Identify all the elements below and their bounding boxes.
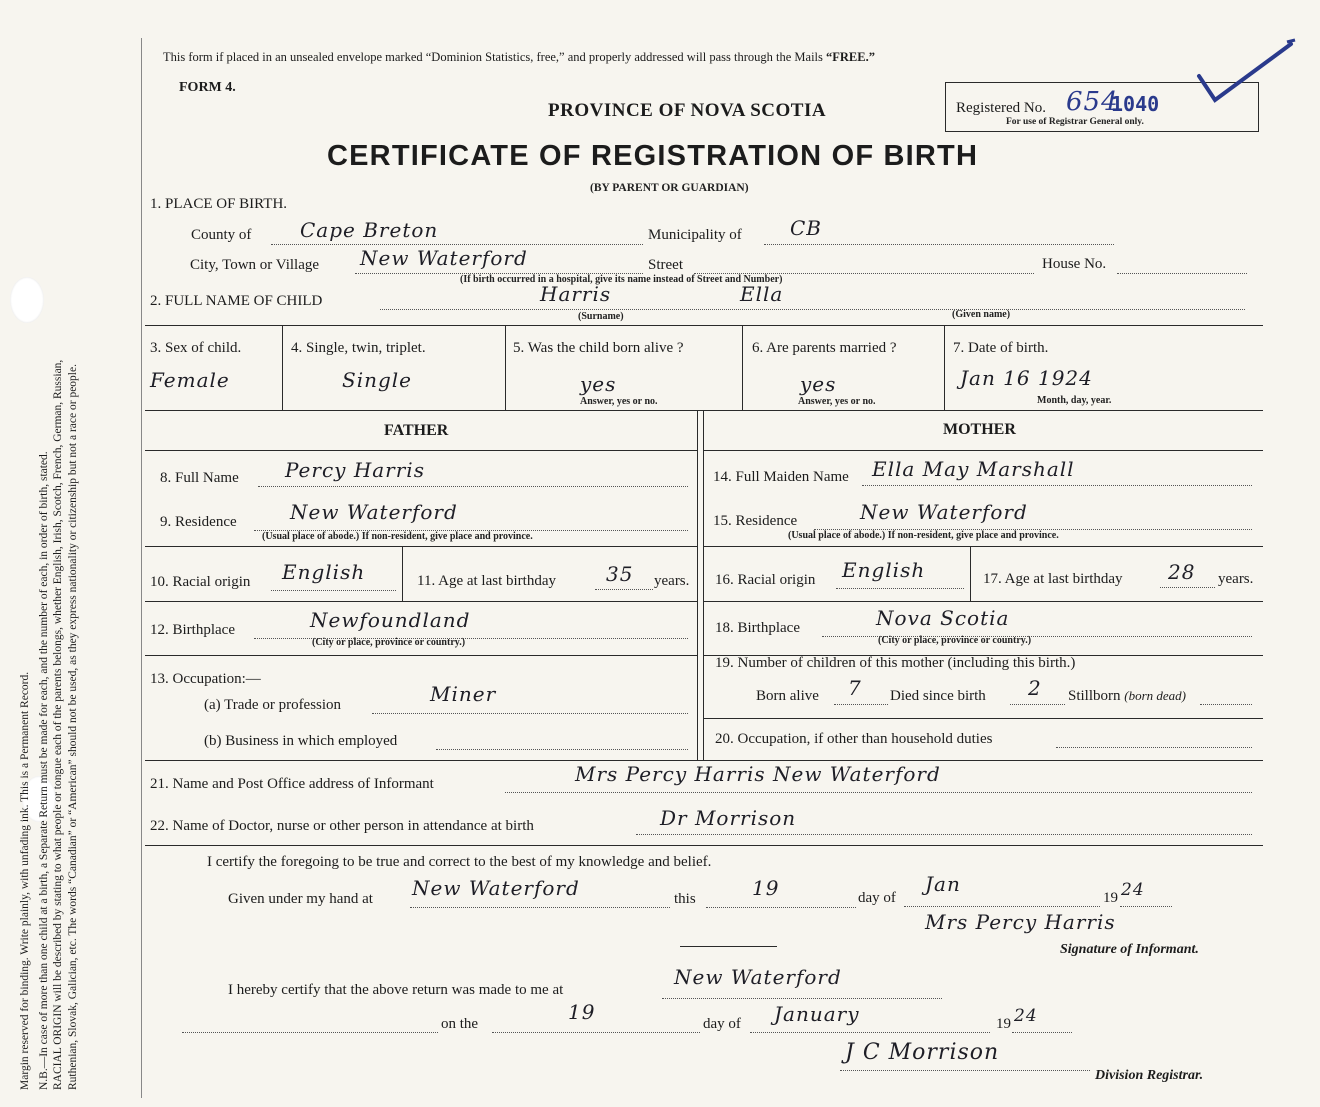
born-alive-count-line [834,704,888,705]
father-age-suffix: years. [654,573,690,589]
child-surname-value[interactable]: Harris [540,282,612,306]
year-line [1120,906,1172,907]
doctor-label: 22. Name of Doctor, nurse or other person in attendance at birth [150,818,534,834]
rule-father-1 [145,450,697,451]
mother-racial-origin-value[interactable]: English [842,558,926,582]
municipality-value[interactable]: CB [790,216,822,240]
house-number-label: House No. [1042,256,1107,272]
informant-value[interactable]: Mrs Percy Harris New Waterford [575,762,941,786]
father-age-label: 11. Age at last birthday [417,573,556,589]
rule-certification-separator [680,946,777,947]
born-alive-label: 5. Was the child born alive ? [513,340,684,356]
rule-informant-top [145,760,1263,761]
mother-residence-label: 15. Residence [713,513,798,529]
mail-notice-text: This form if placed in an unsealed envelope marked “Dominion Statistics, free,” and properly addressed will pass through the Mails [163,50,827,64]
doctor-line [636,834,1252,835]
child-name-label: 2. FULL NAME OF CHILD [150,293,323,309]
registrar-statement: I hereby certify that the above return was made to me at [228,982,564,998]
mother-birthplace-label: 18. Birthplace [715,620,800,636]
mother-residence-value[interactable]: New Waterford [860,500,1028,524]
rule-father-2 [145,546,697,547]
province-heading: PROVINCE OF NOVA SCOTIA [548,100,827,121]
informant-label: 21. Name and Post Office address of Informant [150,776,434,792]
margin-line-4: Ruthenian, Slovak, Galician, etc. The words “Canadian” or “American” should not be used, as they express nationality or citizenship but not a race or people. [66,364,79,1090]
registrar-day-line [492,1032,700,1033]
rule-mother-3 [703,601,1263,602]
this-label: this [674,891,696,907]
registered-number-label: Registered No. [956,100,1046,116]
page-title: CERTIFICATE OF REGISTRATION OF BIRTH [327,140,979,172]
divider-1 [282,325,283,410]
mother-age-line [1160,587,1215,588]
father-birthplace-caption: (City or place, province or country.) [312,637,466,648]
given-at-line [410,907,670,908]
divider-3 [742,325,743,410]
rule-certification-top [145,845,1263,846]
mother-heading: MOTHER [943,421,1016,438]
registrar-year-line [1012,1032,1072,1033]
mail-notice-free: “FREE.” [826,50,875,64]
city-value[interactable]: New Waterford [360,246,528,270]
child-name-line [380,309,1245,310]
margin-line-1: Margin reserved for binding. Write plainly, with unfading ink. This is a Permanent Record. [19,671,31,1090]
informant-signature-caption: Signature of Informant. [1060,942,1199,957]
sex-label: 3. Sex of child. [150,340,242,356]
mail-notice [163,50,875,65]
mother-age-suffix: years. [1218,571,1254,587]
mother-age-divider [970,546,971,601]
surname-caption: (Surname) [578,311,624,322]
stillborn-line [1200,704,1252,705]
registered-number-stamp: 1040 [1111,92,1160,116]
stillborn-label-text: Stillborn [1068,688,1121,704]
margin-line-3: RACIAL ORIGIN will be described by stating to what people or tongue each of the parents belongs, whether English, Irish, Scotch, French, German, Russian, [52,359,64,1090]
certification-year-value[interactable]: 24 [1121,880,1145,900]
given-name-caption: (Given name) [952,309,1011,320]
mother-birthplace-caption: (City or place, province or country.) [878,635,1032,646]
father-heading: FATHER [384,422,449,439]
registrar-place-value[interactable]: New Waterford [674,965,842,989]
registrar-month-value[interactable]: January [774,1002,860,1026]
died-count-line [1010,704,1065,705]
registrar-year-prefix: 19 [996,1016,1011,1032]
father-age-line [595,589,653,590]
children-count-label: 19. Number of children of this mother (including this birth.) [715,655,1076,671]
father-residence-value[interactable]: New Waterford [290,500,458,524]
municipality-label: Municipality of [648,227,742,243]
form-number: FORM 4. [179,80,236,95]
mother-occupation-line [1056,747,1252,748]
rule-mother-1 [703,450,1263,451]
divider-2 [505,325,506,410]
father-racial-origin-value[interactable]: English [282,560,366,584]
child-given-name-value[interactable]: Ella [740,282,784,306]
father-name-label: 8. Full Name [160,470,239,486]
date-of-birth-caption: Month, day, year. [1037,395,1112,406]
born-alive-caption: Answer, yes or no. [580,396,658,407]
given-at-value[interactable]: New Waterford [412,876,580,900]
rule-parents-divider-2 [703,410,704,760]
day-of-label: day of [858,890,896,906]
mother-name-value[interactable]: Ella May Marshall [872,457,1075,481]
mother-racial-origin-line [836,588,964,589]
mother-age-value[interactable]: 28 [1168,560,1196,584]
certification-year-prefix: 19 [1103,890,1118,906]
checkmark-icon [1195,38,1300,110]
given-at-label: Given under my hand at [228,891,373,907]
mother-occupation-label: 20. Occupation, if other than household duties [715,731,993,747]
mother-birthplace-value[interactable]: Nova Scotia [876,606,1010,630]
father-racial-origin-label: 10. Racial origin [150,574,251,590]
registrar-use-note: For use of Registrar General only. [1006,117,1144,127]
city-label: City, Town or Village [190,257,320,273]
day-line [706,907,856,908]
margin-rule [141,38,142,1098]
rule-father-3 [145,601,697,602]
father-trade-value[interactable]: Miner [430,682,497,706]
died-count-value[interactable]: 2 [1028,676,1042,700]
father-residence-caption: (Usual place of abode.) If non-resident, give place and province. [262,531,533,542]
father-age-value[interactable]: 35 [606,562,634,586]
registrar-signature-line [840,1070,1090,1071]
plurality-value[interactable]: Single [342,368,413,392]
informant-line [505,792,1252,793]
street-label: Street [648,257,683,273]
hospital-note: (If birth occurred in a hospital, give its name instead of Street and Number) [460,274,783,285]
date-of-birth-label: 7. Date of birth. [953,340,1049,356]
mother-racial-origin-label: 16. Racial origin [715,572,816,588]
mother-residence-caption: (Usual place of abode.) If non-resident, give place and province. [788,530,1059,541]
registrar-year-value[interactable]: 24 [1014,1006,1038,1026]
parents-married-caption: Answer, yes or no. [798,396,876,407]
registrar-month-line [750,1032,990,1033]
father-trade-label: (a) Trade or profession [204,697,342,713]
certification-day-value[interactable]: 19 [752,876,780,900]
registrar-day-value[interactable]: 19 [568,1000,596,1024]
rule-child-details-top [145,325,1263,326]
mother-name-label: 14. Full Maiden Name [713,469,849,485]
born-alive-count-label: Born alive [756,688,819,704]
month-line [904,906,1100,907]
date-of-birth-value[interactable]: Jan 16 1924 [960,366,1093,390]
stillborn-note: (born dead) [1124,688,1187,703]
rule-mother-5 [703,718,1263,719]
margin-instructions [18,40,80,1090]
rule-parents-divider [697,410,698,760]
father-age-divider [402,546,403,601]
on-the-label: on the [441,1016,479,1032]
registrar-place-line [662,998,942,999]
certification-statement: I certify the foregoing to be true and correct to the best of my knowledge and belief. [207,854,712,870]
father-occupation-label: 13. Occupation:— [150,671,261,687]
father-business-label: (b) Business in which employed [204,733,398,749]
father-birthplace-label: 12. Birthplace [150,622,235,638]
county-value[interactable]: Cape Breton [300,218,439,242]
margin-line-2: N.B.—In case of more than one child at a birth, a Separate Return must be made for each, and the number of each, in order of birth, stated. [37,451,50,1090]
father-birthplace-value[interactable]: Newfoundland [310,608,471,632]
registrar-lead-line [182,1032,438,1033]
place-of-birth-label: 1. PLACE OF BIRTH. [150,196,288,212]
sex-value[interactable]: Female [150,368,230,392]
father-trade-line [372,713,688,714]
parents-married-value[interactable]: yes [800,372,837,396]
municipality-line [764,244,1114,245]
divider-4 [944,325,945,410]
page-subtitle: (BY PARENT OR GUARDIAN) [590,182,749,194]
father-name-value[interactable]: Percy Harris [285,458,425,482]
doctor-value[interactable]: Dr Morrison [660,806,797,830]
parents-married-label: 6. Are parents married ? [752,340,897,356]
stillborn-label [1068,688,1186,705]
registrar-day-of-label: day of [703,1016,741,1032]
father-business-line [436,749,688,750]
county-label: County of [191,227,252,243]
rule-mother-2 [703,546,1263,547]
certification-month-value[interactable]: Jan [925,872,961,896]
father-residence-label: 9. Residence [160,514,237,530]
mother-age-label: 17. Age at last birthday [983,571,1123,587]
informant-signature[interactable]: Mrs Percy Harris [925,910,1116,934]
house-number-line [1117,273,1247,274]
father-racial-origin-line [271,590,396,591]
father-name-line [258,486,688,487]
registered-number-handwritten: 654 [1066,87,1119,117]
county-line [271,244,643,245]
born-alive-value[interactable]: yes [580,372,617,396]
born-alive-count-value[interactable]: 7 [848,676,862,700]
rule-father-4 [145,655,697,656]
rule-parents-top [145,410,1263,411]
registrar-signature[interactable]: J C Morrison [845,1040,1000,1065]
division-registrar-caption: Division Registrar. [1095,1068,1204,1083]
died-count-label: Died since birth [890,688,986,704]
plurality-label: 4. Single, twin, triplet. [291,340,426,356]
mother-name-line [862,485,1252,486]
